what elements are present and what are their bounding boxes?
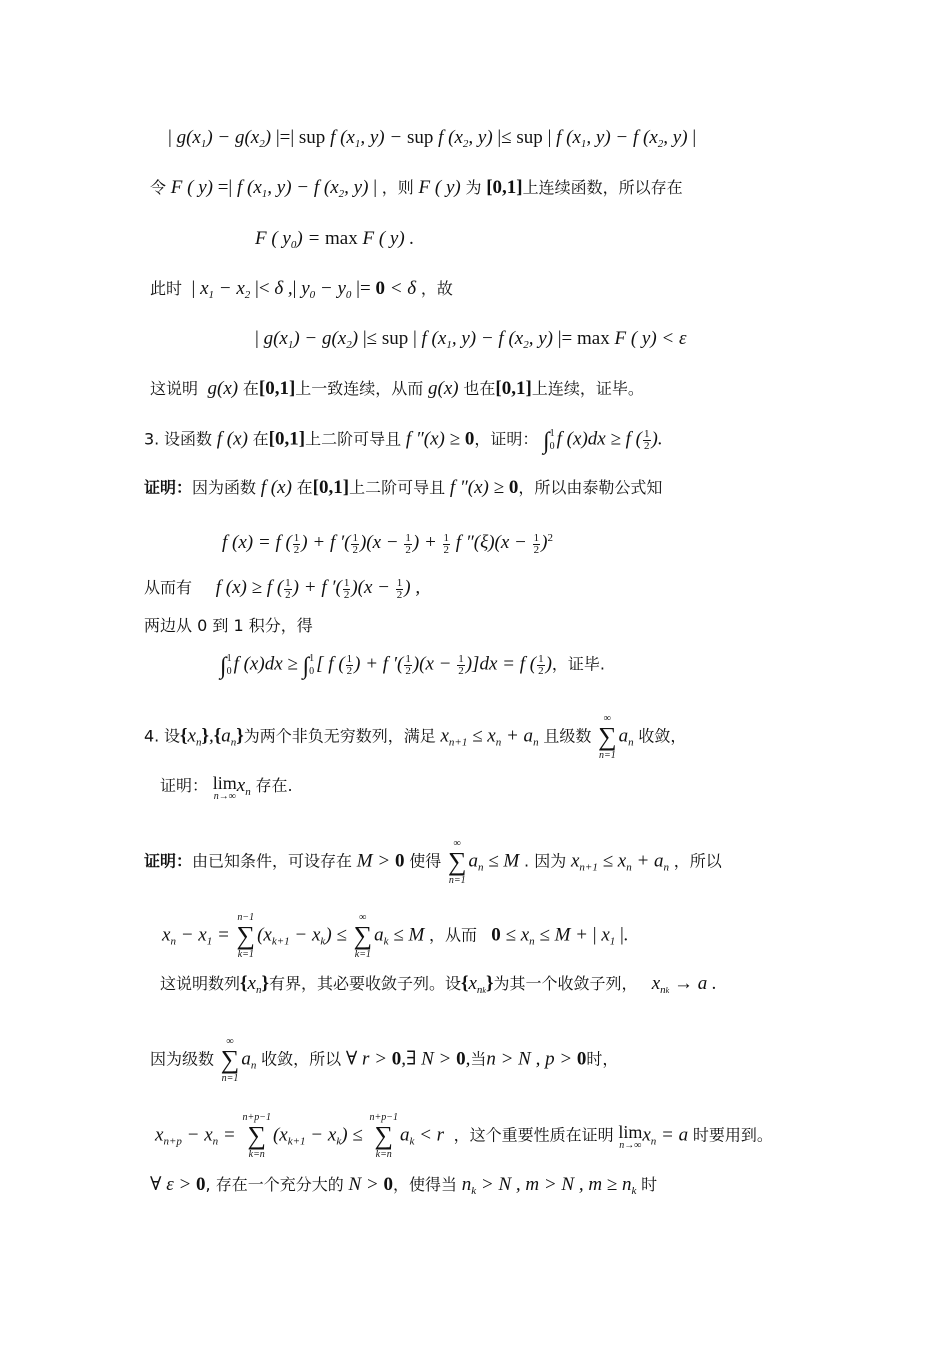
text: 上二阶可导且 <box>349 478 446 497</box>
problem-number: 3. <box>144 429 160 449</box>
epsilon-line: ∀ ε > 0, 存在一个充分大的 N > 0，使得当 $n_k > N$ , m > N , $m \ge n_k$ 时 <box>150 1174 658 1197</box>
text: 证明： <box>160 776 209 795</box>
equation-integral: ∫ 1 0 f (x)dx ≥ ∫ 1 0 [ f ( $\frac{1}{2}$ ) + f ′( $\frac{1}{2}$ )(x − $\frac{1}{2}$ )]dx = f ( $\frac{1}{2}$ )，证毕. <box>220 653 605 680</box>
text: 存在. <box>255 776 293 795</box>
text: 在 <box>242 379 259 398</box>
text: ，故 <box>420 279 453 298</box>
text: 时， <box>586 1049 619 1069</box>
proof-label: 证明： <box>144 478 193 497</box>
text: 这说明数列 <box>160 974 241 993</box>
text: ，所以由泰勒公式知 <box>518 478 663 497</box>
text: 为 <box>465 178 482 197</box>
text: ，所以 <box>673 851 722 871</box>
text: 为其一个收敛子列， <box>493 974 638 993</box>
text: 两边从 0 到 1 积分，得 <box>144 616 313 635</box>
text: 从而有 <box>144 578 193 597</box>
text: 上连续，证毕。 <box>531 379 644 398</box>
problem-3-statement: 3. 设函数 f (x) 在[0,1]上二阶可导且 f ″(x) ≥ 0，证明： ∫ 1 0 f (x)dx ≥ f ( $\frac{1}{2}$ ). <box>144 428 663 455</box>
series-convergence-line: 因为级数 ∞ ∑ n=1 $a_n$ 收敛，所以 ∀ r > 0,∃ N > 0,当n > N , p > 0时， <box>150 1036 619 1084</box>
delta-condition-line: 此时 | $x_1 - x_2$ |< δ ,| $y_0 - y_0$ |= 0 < δ ，故 <box>150 278 453 301</box>
text: , 存在一个充分大的 <box>205 1175 344 1194</box>
problem-4-statement: 4. 设$\{x_n\},\{a_n\}$为两个非负无穷数列，满足 $x_{n+1} \le x_n + a_n$ 且级数 ∞ ∑ n=1 $a_n$ 收敛， <box>144 713 687 761</box>
text: 令 <box>150 178 167 197</box>
text: 设 <box>164 726 181 746</box>
text: ，证明： <box>474 429 539 449</box>
integrate-line <box>144 615 313 637</box>
text: 时要用到。 <box>692 1125 773 1145</box>
text: ，从而 <box>429 925 478 945</box>
text: 使得 <box>409 851 442 871</box>
problem-4-prove: 证明： lim n→∞ $x_n$ 存在. <box>160 773 293 802</box>
text: 在 <box>296 478 313 497</box>
text: 收敛， <box>638 726 687 746</box>
text: 有界，其必要收敛子列。设 <box>268 974 461 993</box>
proof-3-intro: 证明：因为函数 f (x) 在[0,1]上二阶可导且 f ″(x) ≥ 0，所以由泰勒公式知 <box>144 477 663 498</box>
equation-telescoping: $x_n - x_1$ = n−1 ∑ k=1 $(x_{k+1} - x_k)$ ≤ ∞ ∑ k=1 $a_k \le M$ ，从而 $0 \le x_n \le M$ + | $x_1$ |. <box>162 912 629 960</box>
proof-label: 证明： <box>144 851 193 871</box>
text: 上一致连续，从而 <box>295 379 424 398</box>
define-F-line: 令 F ( y) =| f ($x_1$, y) − f ($x_2$, y) | ，则 F ( y) 为 [0,1]上连续函数，所以存在 <box>150 177 683 200</box>
text: ，证毕. <box>551 654 605 674</box>
equation-cauchy: $x_{n+p} - x_n$ = n+p−1 ∑ k=n $(x_{k+1} - x_k)$ ≤ n+p−1 ∑ k=n $a_k < r$ ，这个重要性质在证明 lim n→∞ $x_n = a$ 时要用到。 <box>155 1112 773 1160</box>
equation-inequality: 从而有 f (x) ≥ f ( $\frac{1}{2}$ ) + f ′( $\frac{1}{2}$ )(x − $\frac{1}{2}$ ) , <box>144 577 421 601</box>
text: 上连续函数，所以存在 <box>522 178 683 197</box>
text: 因为函数 <box>192 478 257 497</box>
text: 时 <box>641 1175 658 1194</box>
text: 当 <box>470 1049 487 1069</box>
text: 上二阶可导且 <box>305 429 402 449</box>
text: 设函数 <box>164 429 213 449</box>
bounded-subsequence-line: 这说明数列$\{x_n\}$有界，其必要收敛子列。设$\{x_{nk}\}$为其一个收敛子列， $x_{nk} \to a$ . <box>160 973 717 996</box>
text: 收敛，所以 <box>261 1049 342 1069</box>
conclusion-uniform-continuity: 这说明 g(x) 在[0,1]上一致连续，从而 g(x) 也在[0,1]上连续，证毕。 <box>150 378 644 399</box>
text: 这说明 <box>150 379 199 398</box>
text: 此时 <box>150 279 183 298</box>
text: ，则 <box>381 178 414 197</box>
problem-number: 4. <box>144 726 160 746</box>
text: 因为级数 <box>150 1049 215 1069</box>
text: 也在 <box>463 379 496 398</box>
text: 在 <box>252 429 269 449</box>
text: 由已知条件，可设存在 <box>192 851 353 871</box>
equation-g-difference: | $g(x_1) - g(x_2)$ |=| sup f ($x_1$, y) − sup f ($x_2$, y) |≤ sup | f ($x_1$, y) − f ($x_2$, y) | <box>168 127 697 150</box>
equation-F-max: F ( $y_0) = \max F$ ( y) . <box>255 228 415 251</box>
text: 且级数 <box>543 726 592 746</box>
equation-g-epsilon: | $g(x_1) - g(x_2)$ |≤ sup | f ($x_1$, y) − f ($x_2$, y) |= max F ( y) < ε <box>255 328 687 351</box>
text: ，这个重要性质在证明 <box>453 1125 614 1145</box>
text: 为两个非负无穷数列，满足 <box>243 726 436 746</box>
text: ，使得当 <box>392 1175 457 1194</box>
equation-taylor: f (x) = f ( $\frac{1}{2}$ ) + f ′( $\frac{1}{2}$ )(x − $\frac{1}{2}$ ) + $\frac{1}{2}$ f ″(ξ)(x − $\frac{1}{2}$ )$^2$ <box>222 532 553 556</box>
text: . 因为 <box>524 851 567 871</box>
proof-4-intro: 证明：由已知条件，可设存在 M > 0 使得 ∞ ∑ n=1 $a_n \le M$ . 因为 $x_{n+1} \le x_n + a_n$ ，所以 <box>144 838 722 886</box>
